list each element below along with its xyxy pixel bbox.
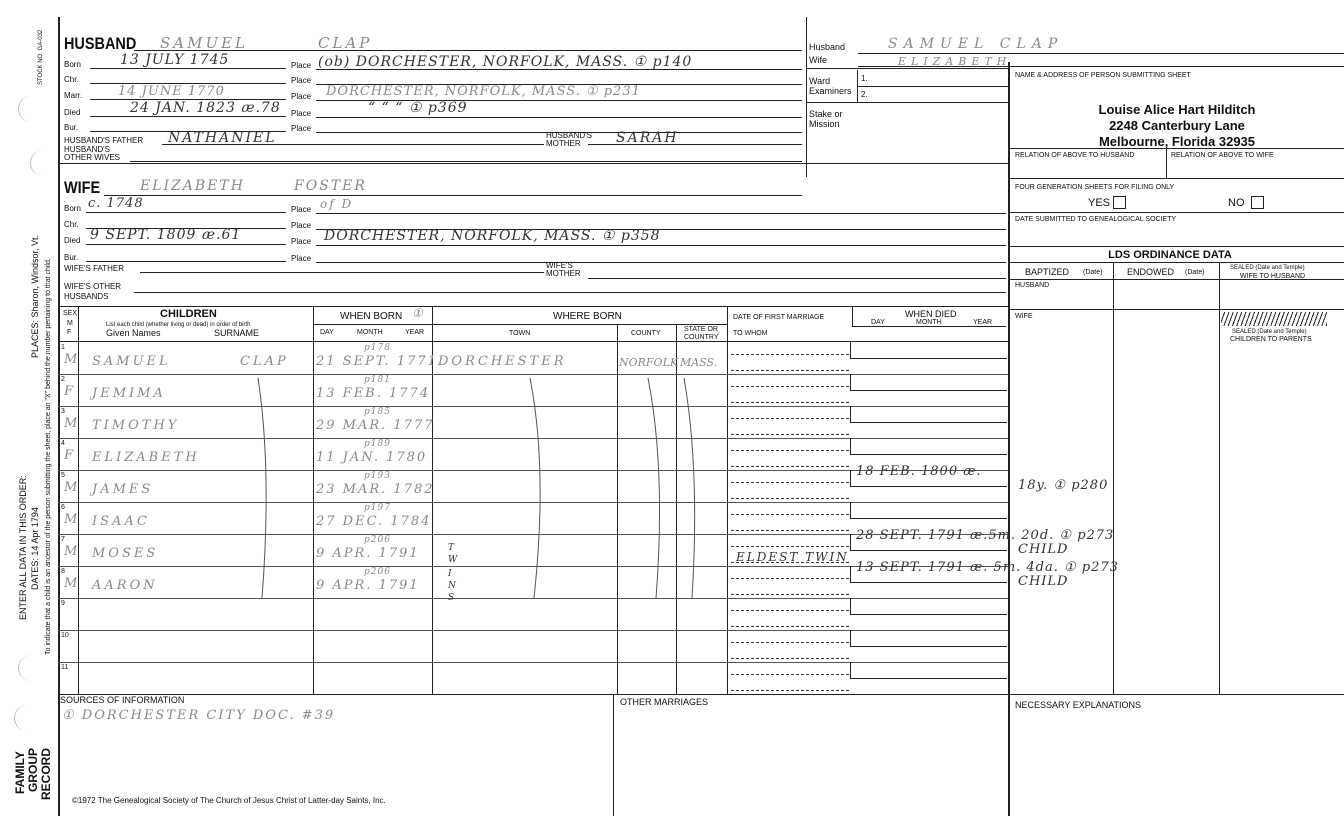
endowed-label: ENDOWED: [1127, 267, 1174, 277]
child-to-whom-line: [731, 530, 849, 531]
child-source-page: p206: [364, 535, 391, 545]
surname-label: SURNAME: [214, 328, 260, 338]
husband-died-label: Died: [64, 108, 81, 117]
baptized-date-label: (Date): [1083, 269, 1103, 276]
wife-mother-line: [588, 278, 1006, 279]
child-death-box: [850, 662, 1007, 679]
wife-born-place-line: [316, 213, 1006, 214]
dates-label: DATES: 14 Apr 1794: [30, 507, 40, 590]
child-death: 18 FEB. 1800 æ.: [856, 464, 982, 479]
other-marriages-divider: [613, 694, 614, 816]
wife-bur-line: [86, 261, 286, 262]
wife-bur-place-label: Place: [291, 254, 312, 263]
relation-wife-label: RELATION OF ABOVE TO WIFE: [1171, 152, 1274, 159]
panel-wife-label: Wife: [809, 55, 827, 65]
ward-label: Ward: [809, 76, 831, 86]
sex-f-label: F: [67, 329, 72, 336]
child-marriage-date-line: [731, 610, 849, 611]
wife-heading: WIFE: [64, 178, 101, 197]
child-surname: CLAP: [240, 354, 289, 369]
town-label: TOWN: [509, 330, 531, 337]
husband-died-line: [90, 116, 286, 117]
child-source-page: p178: [364, 343, 391, 353]
child-birth-town: DORCHESTER: [438, 354, 567, 369]
examiner-2: 2.: [861, 90, 868, 99]
when-died-label: WHEN DIED: [905, 309, 957, 319]
lds-col-1: [1113, 262, 1114, 694]
sources-value: ① DORCHESTER CITY DOC. #39: [62, 708, 336, 723]
lds-husband-bottom: [1008, 309, 1344, 310]
husband-father: NATHANIEL: [168, 130, 277, 146]
child-to-whom-line: [731, 690, 849, 691]
wife-name-line: [104, 195, 802, 196]
husband-other-wives-label: HUSBAND'S OTHER WIVES: [64, 145, 121, 162]
twin-mark: N: [448, 581, 457, 591]
sealed-wife-label-2: WIFE TO HUSBAND: [1240, 273, 1306, 280]
child-marriage: ELDEST TWIN: [736, 550, 849, 564]
child-sex: F: [64, 384, 77, 399]
places-label: PLACES: Sharon, Windsor, Vt.: [30, 234, 40, 358]
child-source-page: p181: [364, 375, 391, 385]
panel-husband-label: Husband: [809, 42, 846, 52]
died-day-label: DAY: [871, 319, 885, 326]
wife-other-husbands-label: WIFE'S OTHER HUSBANDS: [64, 282, 122, 301]
wife-born-place-label: Place: [291, 205, 312, 214]
child-death-box: [850, 598, 1007, 615]
date-submitted-label: DATE SUBMITTED TO GENEALOGICAL SOCIETY: [1015, 216, 1177, 223]
sealed-children-label: SEALED (Date and Temple): [1232, 329, 1307, 335]
husband-given-name: SAMUEL: [160, 34, 249, 52]
husband-died-place: “ “ “ ① p369: [368, 100, 468, 116]
bottom-section-top: [58, 694, 1344, 695]
list-note: List each child (whether living or dead) in order of birth: [106, 322, 251, 328]
child-death-box: [850, 630, 1007, 647]
husband-surname: CLAP: [318, 34, 373, 52]
lds-header-bottom: [1008, 279, 1344, 280]
child-sex: M: [64, 352, 81, 367]
child-given-name: ELIZABETH: [92, 450, 200, 465]
twin-mark: T: [448, 543, 456, 553]
ward-bottom: [806, 102, 1008, 103]
relation-husband-label: RELATION OF ABOVE TO HUSBAND: [1015, 152, 1135, 159]
punch-hole: [30, 150, 45, 176]
col-died: [852, 306, 853, 326]
wife-bur-label: Bur.: [64, 253, 79, 262]
child-given-name: ISAAC: [92, 514, 150, 529]
husband-other-wives-line: [130, 161, 802, 162]
state-label: STATE OR: [684, 326, 718, 333]
endowed-date-label: (Date): [1185, 269, 1205, 276]
child-sex: M: [64, 416, 81, 431]
child-given-name: AARON: [92, 578, 158, 593]
husband-born-line: [90, 68, 286, 69]
wife-died-line: [86, 244, 286, 245]
wife-section-bottom: [58, 306, 1008, 307]
child-marriage-date-line: [731, 386, 849, 387]
examiner-line: [858, 86, 1008, 87]
husband-marr-date: 14 JUNE 1770: [118, 84, 225, 99]
col-name: [313, 306, 314, 694]
child-birth-date: 9 APR. 1791: [316, 578, 420, 593]
child-sex: M: [64, 576, 81, 591]
died-month-label: MONTH: [916, 319, 942, 326]
form-title-line: GROUP: [26, 747, 40, 792]
col-marriage: [727, 306, 728, 694]
child-death-box: [850, 502, 1007, 519]
child-number: 7: [61, 536, 65, 543]
wife-born-place: of D: [320, 197, 354, 211]
husband-heading: HUSBAND: [64, 34, 137, 53]
child-to-whom-line: [731, 434, 849, 435]
husband-marr-place: DORCHESTER, NORFOLK, MASS. ① p231: [326, 84, 641, 99]
husband-chr-label: Chr.: [64, 75, 79, 84]
child-given-name: JEMIMA: [92, 386, 166, 401]
child-number: 6: [61, 504, 65, 511]
husband-section-bottom: [58, 163, 1008, 164]
punch-hole: [18, 655, 33, 681]
county-label: COUNTY: [631, 330, 661, 337]
child-to-whom-line: [731, 562, 849, 563]
child-source-page: p197: [364, 503, 391, 513]
children-label: CHILDREN: [160, 308, 217, 320]
child-death-box: [850, 470, 1007, 487]
panel-husband-line: [858, 53, 1344, 54]
twin-mark: S: [448, 593, 456, 603]
wife-father-label: WIFE'S FATHER: [64, 264, 125, 273]
child-source-page: p189: [364, 439, 391, 449]
died-header-line: [852, 326, 1006, 327]
when-born-label: WHEN BORN: [340, 311, 403, 322]
child-sex: M: [64, 512, 81, 527]
wife-died-place: DORCHESTER, NORFOLK, MASS. ① p358: [324, 228, 661, 244]
baptized-label: BAPTIZED: [1025, 267, 1070, 277]
lds-top: [1008, 246, 1344, 247]
child-given-name: SAMUEL: [92, 354, 171, 369]
punch-hole: [18, 96, 33, 122]
submitter-name: Louise Alice Hart Hilditch: [1098, 102, 1256, 117]
twin-mark: I: [448, 569, 453, 579]
wife-bur-place-line: [316, 262, 1006, 263]
child-sex: F: [64, 448, 77, 463]
sex-label: SEX: [63, 310, 78, 317]
col-state: [676, 324, 677, 694]
husband-born-place: (ob) DORCHESTER, NORFOLK, MASS. ① p140: [318, 54, 693, 70]
child-to-whom-line: [731, 626, 849, 627]
country-label: COUNTRY: [684, 334, 719, 341]
child-number: 8: [61, 568, 65, 575]
wife-died-place-label: Place: [291, 237, 312, 246]
to-whom-label: TO WHOM: [733, 330, 768, 337]
submitter-street: 2248 Canterbury Lane: [1109, 118, 1245, 133]
panel-divider: [806, 68, 1008, 69]
col-county: [617, 324, 618, 694]
child-birth-date: 9 APR. 1791: [316, 546, 420, 561]
child-to-whom-line: [731, 370, 849, 371]
husband-born-date: 13 JULY 1745: [120, 52, 230, 68]
copyright: ©1972 The Genealogical Society of The Church of Jesus Christ of Latter-day Saints, Inc.: [72, 796, 386, 805]
child-to-whom-line: [731, 594, 849, 595]
child-birth-state: MASS.: [680, 356, 718, 369]
child-marriage-date-line: [731, 450, 849, 451]
child-birth-date: 11 JAN. 1780: [316, 450, 428, 465]
child-death-box: [850, 438, 1007, 455]
upper-divider: [806, 17, 807, 177]
child-to-whom-line: [731, 466, 849, 467]
child-death-note: CHILD: [1018, 574, 1069, 589]
stake-label: Stake or: [809, 109, 843, 119]
enter-order-label: ENTER ALL DATA IN THIS ORDER:: [18, 475, 28, 620]
child-marriage-date-line: [731, 578, 849, 579]
examiners-label: Examiners: [809, 86, 852, 96]
husband-marr-label: Marr.: [64, 91, 83, 100]
wife-died-date: 9 SEPT. 1809 æ.61: [90, 227, 242, 243]
child-marriage-date-line: [731, 418, 849, 419]
child-marriage-date-line: [731, 354, 849, 355]
child-number: 4: [61, 440, 65, 447]
child-birth-county: NORFOLK: [619, 356, 679, 369]
wife-other-husbands-line: [134, 292, 1006, 293]
child-death-box: [850, 406, 1007, 423]
child-sex: M: [64, 544, 81, 559]
wife-mother-label: WIFE'S MOTHER: [546, 261, 581, 278]
wife-died-place-line: [316, 245, 1006, 246]
punch-hole: [14, 705, 29, 731]
child-number: 5: [61, 472, 65, 479]
husband-father-label: HUSBAND'S FATHER: [64, 136, 144, 145]
panel-wife-value: ELIZABETH: [898, 55, 1012, 68]
submitter-city: Melbourne, Florida 32935: [1098, 134, 1256, 149]
sealed-hatch: [1221, 312, 1327, 326]
lds-col-2: [1219, 262, 1220, 694]
child-given-name: TIMOTHY: [92, 418, 180, 433]
child-birth-date: 29 MAR. 1777: [316, 418, 435, 433]
child-birth-date: 21 SEPT. 1771: [316, 354, 438, 369]
child-sex: M: [64, 480, 81, 495]
day-label: DAY: [320, 329, 334, 336]
header-sub-line: [313, 324, 727, 325]
sealed-children-label-2: CHILDREN TO PARENTS: [1230, 336, 1312, 343]
child-death-note: CHILD: [1018, 542, 1069, 557]
child-given-name: JAMES: [92, 482, 154, 497]
wife-surname: FOSTER: [294, 178, 367, 194]
wife-chr-place-label: Place: [291, 221, 312, 230]
child-number: 1: [61, 344, 65, 351]
husband-mother-label: HUSBAND'S MOTHER: [546, 131, 592, 148]
lds-wife-label: WIFE: [1015, 313, 1033, 320]
child-to-whom-line: [731, 658, 849, 659]
year-label: YEAR: [405, 329, 425, 336]
mission-label: Mission: [809, 119, 840, 129]
child-death-box: [850, 342, 1007, 359]
twin-mark: W: [448, 555, 459, 565]
ancestor-note: To indicate that a child is an ancestor of the person submitting the sheet, place an "X" behind the number pertaining to that child.: [45, 258, 52, 655]
child-number: 3: [61, 408, 65, 415]
child-marriage-date-line: [731, 482, 849, 483]
child-marriage-date-line: [731, 642, 849, 643]
sex-m-label: M: [67, 320, 73, 327]
no-checkbox[interactable]: [1251, 196, 1264, 209]
other-marriages-label: OTHER MARRIAGES: [620, 697, 709, 707]
husband-born-label: Born: [64, 60, 81, 69]
wife-born-date: c. 1748: [88, 196, 144, 211]
first-marriage-label: DATE OF FIRST MARRIAGE: [733, 314, 825, 321]
relation-divider: [1166, 148, 1167, 178]
child-number: 9: [61, 600, 65, 607]
stock-number: STOCK NO. GA-032: [38, 29, 44, 85]
right-panel-border: [1008, 62, 1010, 816]
relation-top: [1008, 148, 1344, 149]
child-birth-date: 13 FEB. 1774: [316, 386, 431, 401]
child-birth-date: 27 DEC. 1784: [316, 514, 432, 529]
no-label: NO: [1228, 197, 1245, 209]
child-number: 10: [61, 632, 69, 639]
wife-chr-label: Chr.: [64, 220, 79, 229]
husband-died-place-line: [316, 117, 802, 118]
husband-chr-place-label: Place: [291, 76, 312, 85]
child-death-box: [850, 374, 1007, 391]
four-gen-label: FOUR GENERATION SHEETS FOR FILING ONLY: [1015, 184, 1175, 191]
child-death: 13 SEPT. 1791 æ. 5m. 4da. ① p273: [856, 560, 1119, 575]
form-title-line: RECORD: [39, 747, 53, 800]
where-born-label: WHERE BORN: [553, 311, 622, 322]
four-gen-bottom: [1008, 212, 1344, 213]
panel-husband-value: SAMUEL CLAP: [888, 36, 1064, 52]
form-title-line: FAMILY: [13, 751, 27, 794]
child-given-name: MOSES: [92, 546, 159, 561]
when-born-mark: ①: [412, 306, 424, 320]
given-names-label: Given Names: [106, 328, 161, 338]
wife-born-label: Born: [64, 204, 81, 213]
child-to-whom-line: [731, 402, 849, 403]
child-death-box: [850, 534, 1007, 551]
child-source-page: p193: [364, 471, 391, 481]
child-marriage-date-line: [731, 674, 849, 675]
wife-died-label: Died: [64, 236, 81, 245]
husband-mother: SARAH: [616, 130, 679, 146]
child-birth-date: 23 MAR. 1782: [316, 482, 435, 497]
month-label: MONTH: [357, 329, 383, 336]
child-death-box: [850, 566, 1007, 583]
husband-bur-label: Bur.: [64, 123, 79, 132]
child-death: 28 SEPT. 1791 æ.5m. 20d. ① p273: [856, 528, 1115, 543]
wife-father-line: [140, 272, 544, 273]
lds-title-bottom: [1008, 262, 1344, 263]
yes-label: YES: [1088, 197, 1111, 209]
sealed-wife-label: SEALED (Date and Temple): [1230, 265, 1305, 271]
submitter-label: NAME & ADDRESS OF PERSON SUBMITTING SHEET: [1015, 72, 1191, 79]
examiner-1: 1.: [861, 74, 868, 83]
child-marriage-date-line: [731, 546, 849, 547]
lds-title: LDS ORDINANCE DATA: [1108, 249, 1232, 261]
wife-given-name: ELIZABETH: [140, 178, 245, 194]
husband-bur-place-label: Place: [291, 124, 312, 133]
relation-bottom: [1008, 178, 1344, 179]
lds-husband-label: HUSBAND: [1015, 282, 1050, 289]
child-source-page: p206: [364, 567, 391, 577]
child-marriage-date-line: [731, 514, 849, 515]
child-to-whom-line: [731, 498, 849, 499]
child-number: 2: [61, 376, 65, 383]
child-source-page: p185: [364, 407, 391, 417]
necessary-label: NECESSARY EXPLANATIONS: [1015, 700, 1142, 710]
died-year-label: YEAR: [973, 319, 993, 326]
husband-died-place-label: Place: [291, 109, 312, 118]
wife-born-line: [86, 212, 286, 213]
child-number: 11: [61, 664, 69, 671]
yes-checkbox[interactable]: [1113, 196, 1126, 209]
husband-marr-place-label: Place: [291, 92, 312, 101]
child-death-note: 18y. ① p280: [1018, 478, 1109, 493]
husband-died-date: 24 JAN. 1823 æ.78: [130, 100, 281, 116]
sources-label: SOURCES OF INFORMATION: [60, 695, 185, 705]
husband-born-place-label: Place: [291, 61, 312, 70]
